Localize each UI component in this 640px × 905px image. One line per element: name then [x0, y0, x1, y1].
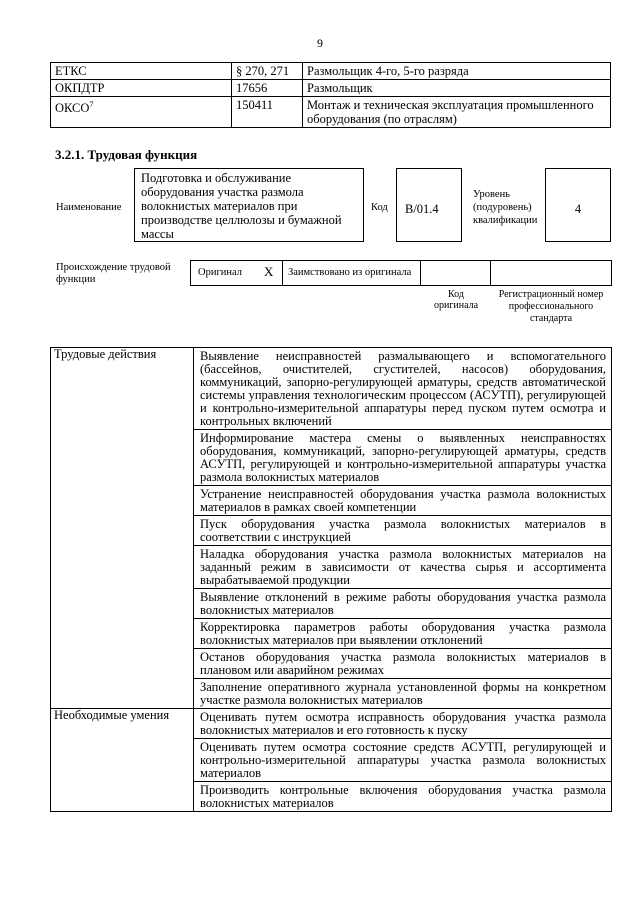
function-code: B/01.4 — [396, 168, 462, 242]
function-name: Подготовка и обслуживание оборудования участка размола волокнистых материалов при производстве целлюлозы и бумажной массы — [134, 168, 364, 242]
classifier-title: Монтаж и техническая эксплуатация промышленного оборудования (по отраслям) — [303, 97, 611, 128]
skill: Производить контрольные включения оборудования участка размола волокнистых материалов — [194, 782, 612, 812]
section-title: 3.2.1. Трудовая функция — [55, 147, 198, 162]
table-row — [51, 97, 611, 128]
page-number: 9 — [317, 36, 323, 50]
origin-divider — [420, 260, 421, 286]
table-row — [51, 63, 611, 80]
classifier-name: ОКСО — [55, 101, 90, 116]
content-table — [50, 347, 612, 812]
origin-label: Происхождение трудовой функции — [56, 262, 171, 285]
labor-action: Заполнение оперативного журнала установленной формы на конкретном участке размола волокнистых материалов — [194, 679, 612, 709]
code-original-label: Код оригинала — [433, 289, 479, 311]
labor-action: Останов оборудования участка размола волокнистых материалов в плановом или аварийном режимах — [194, 649, 612, 679]
table-row — [51, 80, 611, 97]
table-row — [51, 709, 612, 739]
origin-divider — [282, 260, 283, 286]
original-label: Оригинал — [198, 267, 242, 278]
code-label: Код — [371, 202, 388, 213]
classifier-title: Размольщик 4-го, 5-го разряда — [303, 63, 611, 80]
classifier-code: 150411 — [232, 97, 303, 128]
origin-divider — [490, 260, 491, 286]
footnote-mark: 7 — [89, 100, 94, 109]
skill: Оценивать путем осмотра состояние средств АСУТП, регулирующей и контрольно-измерительной аппаратуры участка размола волокнистых материалов — [194, 739, 612, 782]
classifier-name-cell — [51, 97, 232, 128]
labor-action: Информирование мастера смены о выявленных неисправностях оборудования, коммуникаций, запорно-регулирующей арматуры, средств АСУТП, регулирующей и контрольно-измерительной аппаратуры участка размола волокнистых материалов — [194, 430, 612, 486]
reg-number-label: Регистрационный номер профессионального стандарта — [498, 289, 604, 324]
labor-action: Выявление неисправностей размалывающего и вспомогательного (бассейнов, очистителей, сгустителей, насосов) оборудования, коммуникаций, запорно-регулирующей арматуры, средств автоматической системы управления технологическим процессом (АСУТП), регулирующей и контрольно-измерительной аппаратуры перед пуском путем осмотра и контрольных включений — [194, 348, 612, 430]
level-value: 4 — [545, 168, 611, 242]
labor-action: Наладка оборудования участка размола волокнистых материалов на заданный режим в зависимости от качества сырья и ассортимента вырабатываемой продукции — [194, 546, 612, 589]
classifier-name: ЕТКС — [51, 63, 232, 80]
level-label: Уровень (подуровень) квалификации — [473, 189, 538, 226]
labor-action: Корректировка параметров работы оборудования участка размола волокнистых материалов при выявлении отклонений — [194, 619, 612, 649]
original-mark: X — [264, 264, 274, 279]
classifier-code: 17656 — [232, 80, 303, 97]
labor-actions-label: Трудовые действия — [51, 348, 194, 709]
skill: Оценивать путем осмотра исправность оборудования участка размола волокнистых материалов и его готовность к пуску — [194, 709, 612, 739]
labor-action: Устранение неисправностей оборудования участка размола волокнистых материалов в рамках своей компетенции — [194, 486, 612, 516]
borrowed-label: Заимствовано из оригинала — [288, 267, 412, 278]
skills-label: Необходимые умения — [51, 709, 194, 812]
codes-table — [50, 62, 611, 128]
labor-action: Выявление отклонений в режиме работы оборудования участка размола волокнистых материалов — [194, 589, 612, 619]
name-label: Наименование — [56, 202, 122, 213]
classifier-code: § 270, 271 — [232, 63, 303, 80]
table-row — [51, 348, 612, 430]
classifier-name: ОКПДТР — [51, 80, 232, 97]
labor-action: Пуск оборудования участка размола волокнистых материалов в соответствии с инструкцией — [194, 516, 612, 546]
classifier-title: Размольщик — [303, 80, 611, 97]
